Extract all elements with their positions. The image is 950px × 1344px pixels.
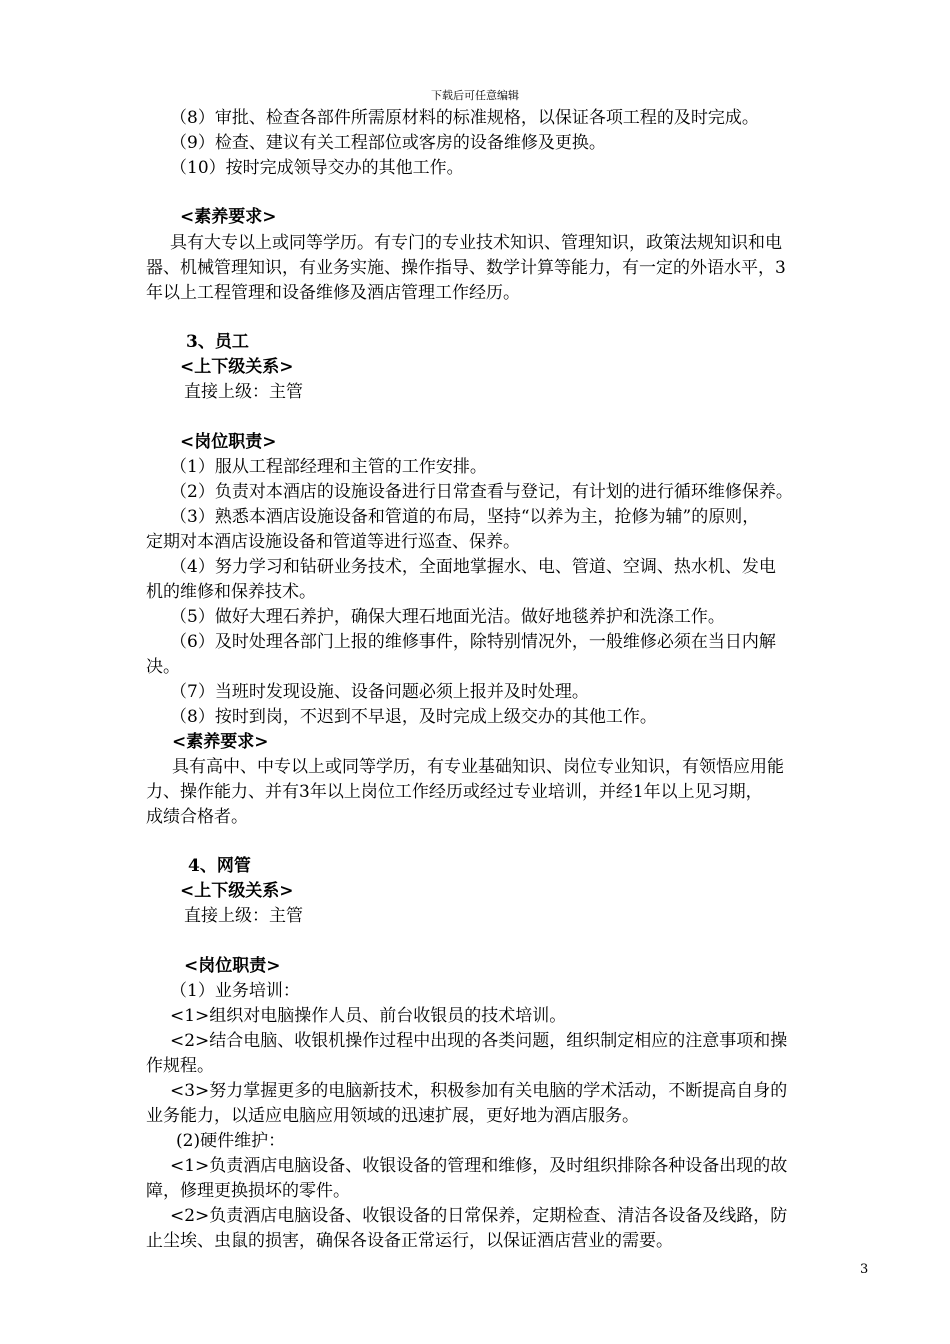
text-line: （1）服从工程部经理和主管的工作安排。 <box>170 457 487 477</box>
text-line: （2）负责对本酒店的设施设备进行日常查看与登记，有计划的进行循环维修保养。 <box>170 482 793 502</box>
text-line: <1>负责酒店电脑设备、收银设备的管理和维修，及时组织排除各种设备出现的故 <box>170 1156 788 1176</box>
section-heading: <上下级关系> <box>180 357 294 377</box>
text-line: （4）努力学习和钻研业务技术，全面地掌握水、电、管道、空调、热水机、发电 <box>170 557 776 577</box>
text-line: <3>努力掌握更多的电脑新技术，积极参加有关电脑的学术活动，不断提高自身的 <box>170 1081 788 1101</box>
section-title: 3、员工 <box>186 332 249 352</box>
text-line: <1>组织对电脑操作人员、前台收银员的技术培训。 <box>170 1006 567 1026</box>
text-line: 定期对本酒店设施设备和管道等进行巡查、保养。 <box>146 532 520 552</box>
text-line: 作规程。 <box>146 1056 214 1076</box>
text-line: 直接上级：主管 <box>184 382 303 402</box>
text-line: <2>结合电脑、收银机操作过程中出现的各类问题，组织制定相应的注意事项和操 <box>170 1031 788 1051</box>
text-line: （10）按时完成领导交办的其他工作。 <box>170 158 464 178</box>
text-line: (2)硬件维护： <box>176 1131 286 1151</box>
text-line: （5）做好大理石养护，确保大理石地面光洁。做好地毯养护和洗涤工作。 <box>170 607 725 627</box>
text-line: 具有大专以上或同等学历。有专门的专业技术知识、管理知识，政策法规知识和电 <box>170 233 782 253</box>
text-line: <2>负责酒店电脑设备、收银设备的日常保养，定期检查、清洁各设备及线路，防 <box>170 1206 788 1226</box>
section-heading: <上下级关系> <box>180 881 294 901</box>
section-heading: <岗位职责> <box>184 956 281 976</box>
text-line: 决。 <box>146 657 180 677</box>
text-line: 止尘埃、虫鼠的损害，确保各设备正常运行，以保证酒店营业的需要。 <box>146 1231 673 1251</box>
text-line: 直接上级：主管 <box>184 906 303 926</box>
page-header: 下载后可任意编辑 <box>431 89 519 102</box>
text-line: 机的维修和保养技术。 <box>146 582 316 602</box>
page-number: 3 <box>860 1262 869 1277</box>
text-line: （7）当班时发现设施、设备问题必须上报并及时处理。 <box>170 682 589 702</box>
text-line: （6）及时处理各部门上报的维修事件，除特别情况外，一般维修必须在当日内解 <box>170 632 776 652</box>
section-title: 4、网管 <box>188 856 251 876</box>
section-heading: <岗位职责> <box>180 432 277 452</box>
text-line: 器、机械管理知识，有业务实施、操作指导、数学计算等能力，有一定的外语水平，3 <box>146 258 786 278</box>
text-line: （9）检查、建议有关工程部位或客房的设备维修及更换。 <box>170 133 606 153</box>
text-line: （3）熟悉本酒店设施设备和管道的布局，坚持“以养为主，抢修为辅”的原则， <box>170 507 760 527</box>
section-heading: <素养要求> <box>180 207 277 227</box>
text-line: 具有高中、中专以上或同等学历，有专业基础知识、岗位专业知识，有领悟应用能 <box>172 757 784 777</box>
text-line: 业务能力，以适应电脑应用领域的迅速扩展，更好地为酒店服务。 <box>146 1106 639 1126</box>
text-line: （1）业务培训： <box>170 981 300 1001</box>
text-line: 力、操作能力、并有3年以上岗位工作经历或经过专业培训，并经1年以上见习期， <box>146 782 763 802</box>
text-line: （8）按时到岗，不迟到不早退，及时完成上级交办的其他工作。 <box>170 707 657 727</box>
text-line: 年以上工程管理和设备维修及酒店管理工作经历。 <box>146 283 520 303</box>
text-line: 成绩合格者。 <box>146 807 248 827</box>
text-line: 障，修理更换损坏的零件。 <box>146 1181 350 1201</box>
text-line: （8）审批、检查各部件所需原材料的标准规格，以保证各项工程的及时完成。 <box>170 108 759 128</box>
section-heading: <素养要求> <box>172 732 269 752</box>
